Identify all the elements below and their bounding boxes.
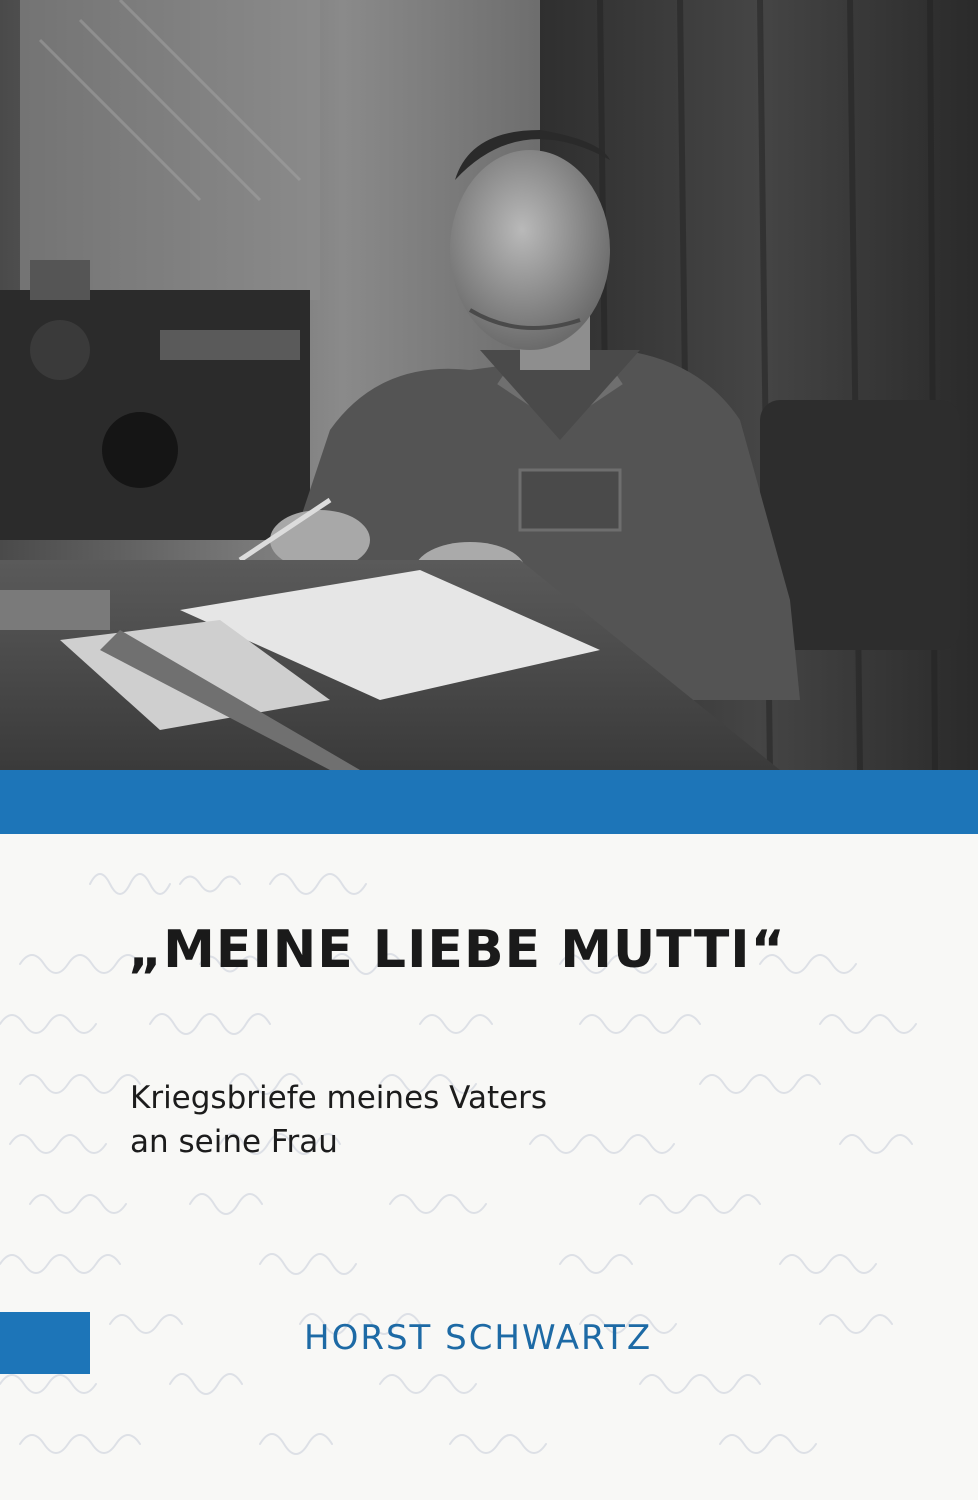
author-name: HORST SCHWARTZ xyxy=(304,1318,653,1358)
book-title: „MEINE LIEBE MUTTI“ xyxy=(128,920,786,980)
book-subtitle xyxy=(130,1076,547,1164)
subtitle-line-1: Kriegsbriefe meines Vaters xyxy=(130,1080,548,1116)
author-accent-square xyxy=(0,1312,90,1374)
accent-band xyxy=(0,770,978,834)
subtitle-line-2: an seine Frau xyxy=(130,1124,338,1160)
